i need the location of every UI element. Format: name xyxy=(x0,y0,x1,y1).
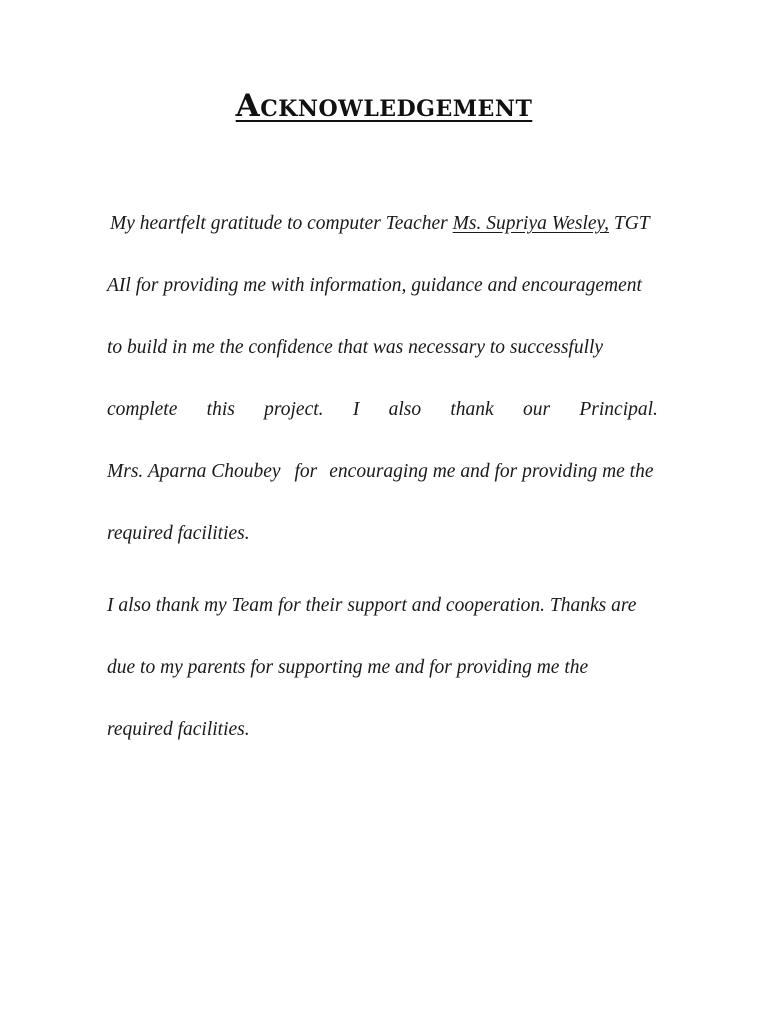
word: complete xyxy=(107,399,178,420)
teacher-name: Ms. Supriya Wesley, xyxy=(452,213,609,234)
para2-line3: required facilities. xyxy=(107,719,250,740)
word: I xyxy=(352,399,360,420)
principal-name: Mrs. Aparna Choubey xyxy=(107,461,281,482)
para1-line4 xyxy=(107,398,658,422)
para1-line1-end: TGT xyxy=(608,213,650,234)
word: this xyxy=(206,399,235,420)
para1-line5-rest: encouraging me and for providing me the xyxy=(329,461,654,482)
para1-line1 xyxy=(110,212,658,236)
para1-line6: required facilities. xyxy=(107,523,250,544)
word: our xyxy=(523,399,551,420)
page-title: Acknowledgement xyxy=(235,88,533,124)
para1-line1-text: My heartfelt gratitude to computer Teacher xyxy=(110,213,453,234)
para1-line5 xyxy=(107,460,658,484)
word: thank xyxy=(450,399,494,420)
para1-line3: to build in me the confidence that was necessary to successfully xyxy=(107,337,604,358)
para1-line2: AIl for providing me with information, guidance and encouragement xyxy=(107,275,642,296)
word: Principal. xyxy=(579,399,658,420)
word: also xyxy=(388,399,422,420)
word: project. xyxy=(264,399,324,420)
para2-line2: due to my parents for supporting me and for providing me the xyxy=(107,657,589,678)
para2-line1: I also thank my Team for their support and cooperation. Thanks are xyxy=(107,595,637,616)
word-for: for xyxy=(294,461,318,482)
